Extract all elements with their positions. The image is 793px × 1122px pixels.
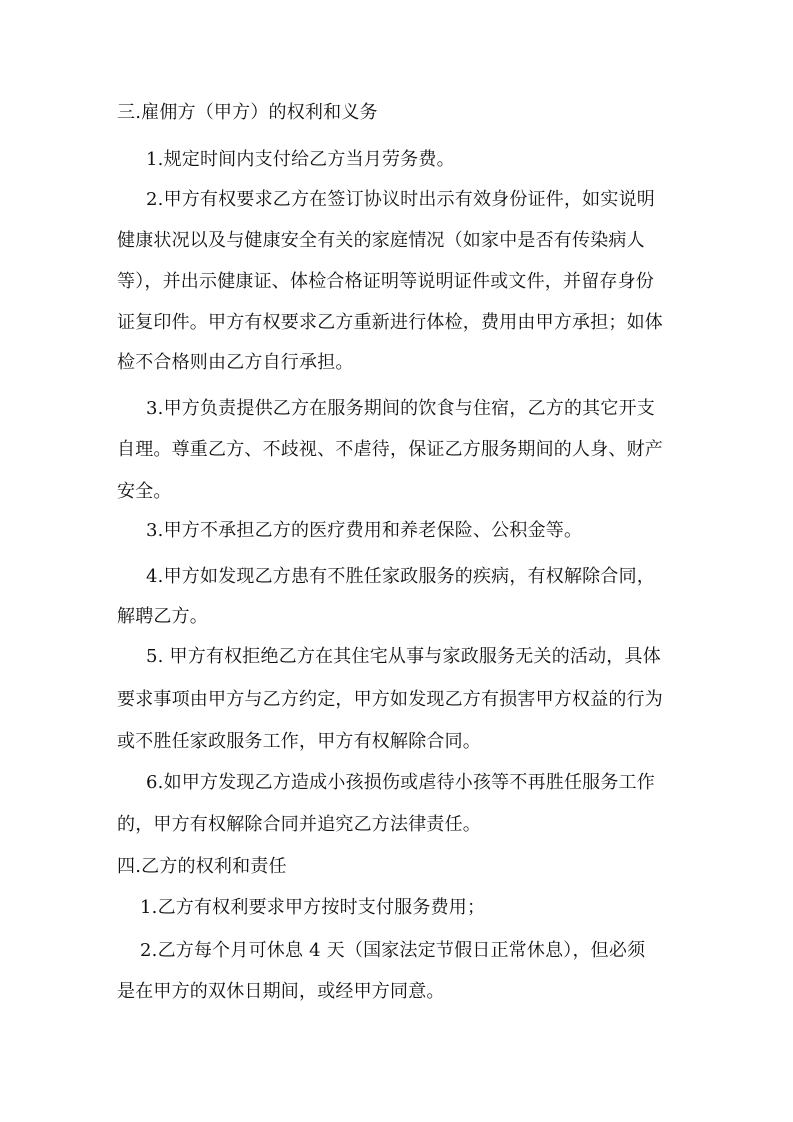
section-3-item-2-line-1: 2.甲方有权要求乙方在签订协议时出示有效身份证件，如实说明 [146, 189, 655, 210]
section-3-item-4-line-2: 解聘乙方。 [117, 606, 208, 627]
section-3-heading: 三.雇佣方（甲方）的权利和义务 [117, 102, 378, 123]
section-4-item-2-line-2: 是在甲方的双休日期间，或经甲方同意。 [117, 981, 445, 1002]
section-3-item-3a-line-3: 安全。 [117, 481, 172, 502]
section-3-item-3a-line-1: 3.甲方负责提供乙方在服务期间的饮食与住宿，乙方的其它开支 [146, 398, 655, 419]
section-3-item-6-line-1: 6.如甲方发现乙方造成小孩损伤或虐待小孩等不再胜任服务工作 [146, 772, 655, 793]
section-3-item-5-line-2: 要求事项由甲方与乙方约定，甲方如发现乙方有损害甲方权益的行为 [117, 689, 663, 710]
section-3-item-3a-line-2: 自理。尊重乙方、不歧视、不虐待，保证乙方服务期间的人身、财产 [117, 439, 663, 460]
section-3-item-2-line-2: 健康状况以及与健康安全有关的家庭情况（如家中是否有传染病人 [117, 230, 645, 251]
section-3-item-5-line-1: 5. 甲方有权拒绝乙方在其住宅从事与家政服务无关的活动，具体 [146, 646, 661, 667]
section-3-item-2-line-3: 等），并出示健康证、体检合格证明等说明证件或文件，并留存身份 [117, 271, 654, 292]
section-4-item-1: 1.乙方有权利要求甲方按时支付服务费用； [140, 897, 486, 918]
section-3-item-6-line-2: 的，甲方有权解除合同并追究乙方法律责任。 [117, 814, 481, 835]
section-4-heading: 四.乙方的权利和责任 [117, 856, 287, 877]
section-3-item-4-line-1: 4.甲方如发现乙方患有不胜任家政服务的疾病，有权解除合同， [146, 566, 655, 587]
section-3-item-2-line-4: 证复印件。甲方有权要求乙方重新进行体检，费用由甲方承担；如体 [117, 312, 663, 333]
section-3-item-2-line-5: 检不合格则由乙方自行承担。 [117, 352, 354, 373]
section-3-item-1: 1.规定时间内支付给乙方当月劳务费。 [146, 149, 455, 170]
section-4-item-2-line-1: 2.乙方每个月可休息 4 天（国家法定节假日正常休息），但必须 [140, 940, 646, 961]
section-3-item-5-line-3: 或不胜任家政服务工作，甲方有权解除合同。 [117, 731, 481, 752]
section-3-item-3b: 3.甲方不承担乙方的医疗费用和养老保险、公积金等。 [146, 520, 583, 541]
